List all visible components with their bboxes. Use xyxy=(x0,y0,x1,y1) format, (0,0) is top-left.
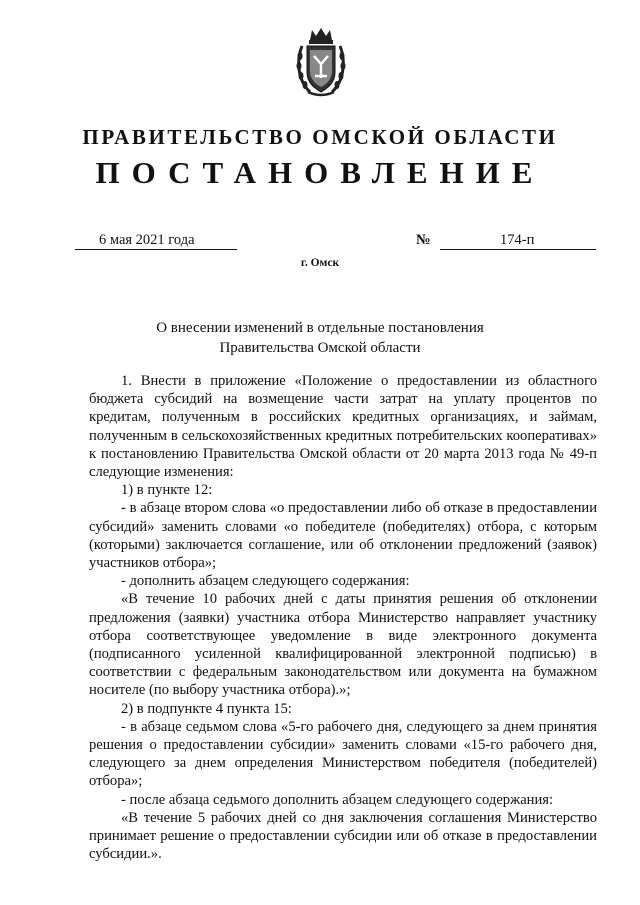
paragraph: 1. Внести в приложение «Положение о предоставлении из областного бюджета субсидий на возмещение части затрат на уплату процентов по кредитам, полученным в российских кредитных организациях, и займам, полученным в сельскохозяйственных кредитных потребительских кооперативах» к постановлению Правительства Омской области от 20 марта 2013 года № 49-п следующие изменения: xyxy=(89,373,597,481)
document-date: 6 мая 2021 года xyxy=(75,232,237,250)
document-subject: О внесении изменений в отдельные постановления Правительства Омской области xyxy=(156,320,484,356)
paragraph: - в абзаце седьмом слова «5-го рабочего дня, следующего за днем принятия решения о предоставлении субсидии» заменить словами «15-го рабочего дня, следующего за днем определения Министерством победителя (победителей) отбора»; xyxy=(89,718,597,790)
government-name: ПРАВИТЕЛЬСТВО ОМСКОЙ ОБЛАСТИ xyxy=(82,125,558,149)
document-body xyxy=(89,372,597,863)
paragraph: 1) в пункте 12: xyxy=(121,482,213,499)
paragraph: 2) в подпункте 4 пункта 15: xyxy=(121,700,292,717)
paragraph: «В течение 5 рабочих дней со дня заключения соглашения Министерство принимает решение о предоставлении субсидии или об отказе в предоставлении субсидии.». xyxy=(89,809,597,863)
omsk-coat-of-arms-icon xyxy=(296,26,346,98)
city-label: г. Омск xyxy=(300,257,340,269)
paragraph: - после абзаца седьмого дополнить абзацем следующего содержания: xyxy=(121,791,554,808)
document-number: 174-п xyxy=(440,232,596,250)
document-type-title: ПОСТАНОВЛЕНИЕ xyxy=(95,155,545,190)
paragraph: - в абзаце втором слова «о предоставлении либо об отказе в предоставлении субсидий» заменить словами «о победителе (победителях) отбора, с которым (которыми) заключается соглашение, или об отклонении предложений (заявок) участников отбора»; xyxy=(89,500,597,572)
paragraph: «В течение 10 рабочих дней с даты принятия решения об отклонении предложения (заявки) участника отбора Министерство направляет участнику отбора соответствующее уведомление в виде электронного документа (подписанного усиленной квалифицированной электронной подписью) в соответствии с федеральным законодательством или документа на бумажном носителе (по выбору участника отбора).»; xyxy=(89,591,597,699)
number-label: № xyxy=(416,232,431,248)
paragraph: - дополнить абзацем следующего содержания: xyxy=(121,573,410,590)
